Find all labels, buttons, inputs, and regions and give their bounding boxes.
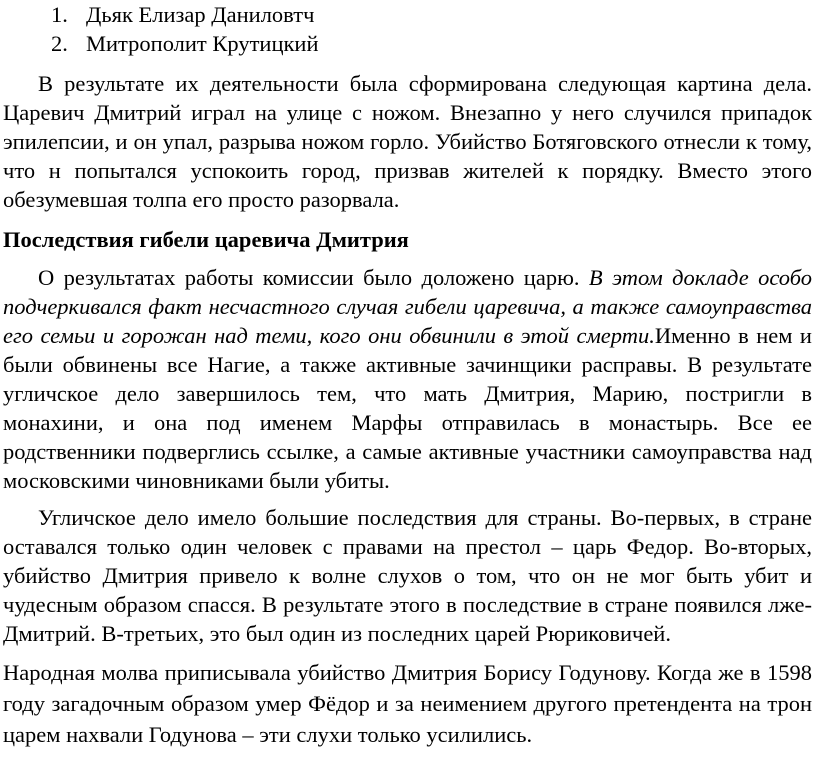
list-item-text: Митрополит Крутицкий [86,31,319,56]
list-item [3,29,812,58]
list-item-number: 2. [51,31,68,56]
list-item-number: 1. [51,2,68,27]
paragraph-consequences: Угличское дело имело большие последствия для страны. Во-первых, в стране оставался только один человек с правами на престол – царь Федор. Во-вторых, убийство Дмитрия привело к волне слухов о том, что он не мог быть убит и чудесным образом спасся. В результате этого в последствие в стране появился лже-Дмитрий. В-третьих, это был один из последних царей Рюриковичей. [3,505,812,646]
paragraph-rumors: Народная молва приписывала убийство Дмитрия Борису Годунову. Когда же в 1598 году загадочным образом умер Фёдор и за неимением другого претендента на трон царем нахвали Годунова – эти слухи только усилились. [3,660,812,747]
list-item-text: Дьяк Елизар Даниловтч [86,2,315,27]
paragraph-lead-text: О результатах работы комиссии было доложено царю. [38,265,589,290]
paragraph-tail-text: Именно в нем и были обвинены все Нагие, а также активные зачинщики расправы. В результате угличское дело завершилось тем, что мать Дмитрия, Марию, постригли в монахини, и она под именем Марфы отправилась в монастырь. Все ее родственники подверглись ссылке, а самые активные участники самоуправства над московскими чиновниками были убиты. [3,323,812,493]
list-item [3,0,812,29]
paragraph-investigation-result: В результате их деятельности была сформирована следующая картина дела. Царевич Дмитрий играл на улице с ножом. Внезапно у него случился припадок эпилепсии, и он упал, разрыва ножом горло. Убийство Ботяговского отнесли к тому, что н попытался успокоить город, призвав жителей к порядку. Вместо этого обезумевшая толпа его просто разорвала. [3,71,812,212]
section-heading: Последствия гибели царевича Дмитрия [3,227,409,252]
paragraph-commission-report [3,263,812,495]
paragraph-italic-text: В этом докладе особо подчеркивался факт несчастного случая гибели царевича, а также самоуправства его семьи и горожан над теми, кого они обвинили в этой смерти. [3,265,812,348]
numbered-list [3,0,812,58]
